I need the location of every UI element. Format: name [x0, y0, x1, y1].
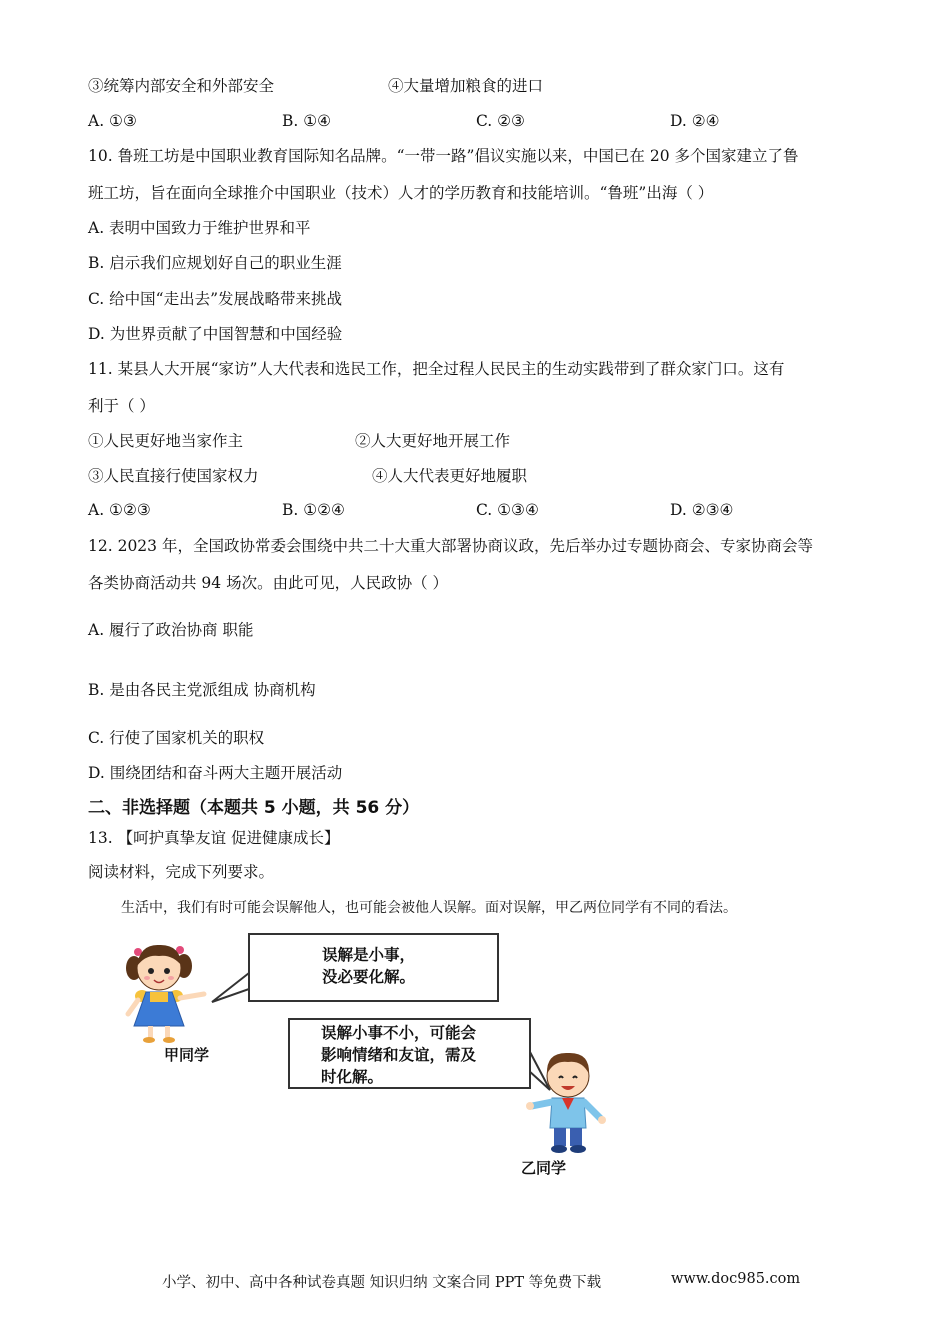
- option-c: C. ②③: [476, 112, 525, 130]
- q12-stem-line1: 12. 2023 年，全国政协常委会围绕中共二十大重大部署协商议政，先后举办过专题协商会、专家协商会等: [88, 537, 813, 555]
- boy-illustration: [524, 1048, 608, 1158]
- q11-statement-1: ①人民更好地当家作主: [88, 432, 244, 450]
- q11-statement-3: ③人民直接行使国家权力: [88, 467, 259, 485]
- q11-statement-2: ②人大更好地开展工作: [355, 432, 511, 450]
- q11-option-c: C. ①③④: [476, 501, 539, 519]
- statement-4: ④大量增加粮食的进口: [388, 77, 544, 95]
- option-a: A. ①③: [88, 112, 137, 130]
- q12-option-b: B. 是由各民主党派组成 协商机构: [88, 681, 316, 699]
- bubble-b-line3: 时化解。: [321, 1068, 384, 1086]
- q10-stem-line2: 班工坊，旨在面向全球推介中国职业（技术）人才的学历教育和技能培训。“鲁班”出海（ ）: [88, 184, 714, 202]
- bubble-a-line1: 误解是小事，: [322, 946, 416, 964]
- q10-option-c: C. 给中国“走出去”发展战略带来挑战: [88, 290, 343, 308]
- q12-option-d: D. 围绕团结和奋斗两大主题开展活动: [88, 764, 343, 782]
- q12-option-c: C. 行使了国家机关的职权: [88, 729, 265, 747]
- q11-option-d: D. ②③④: [670, 501, 734, 519]
- q11-option-b: B. ①②④: [282, 501, 345, 519]
- q11-statement-4: ④人大代表更好地履职: [372, 467, 528, 485]
- statement-3: ③统筹内部安全和外部安全: [88, 77, 275, 95]
- option-b: B. ①④: [282, 112, 332, 130]
- q13-title: 13. 【呵护真挚友谊 促进健康成长】: [88, 829, 340, 847]
- footer-url[interactable]: www.doc985.com: [671, 1271, 801, 1287]
- q12-option-a: A. 履行了政治协商 职能: [88, 621, 254, 639]
- q10-option-b: B. 启示我们应规划好自己的职业生涯: [88, 254, 342, 272]
- section-title: 二、非选择题（本题共 5 小题，共 56 分）: [88, 798, 420, 818]
- q12-stem-line2: 各类协商活动共 94 场次。由此可见，人民政协（ ）: [88, 574, 449, 592]
- q13-material-text: 生活中，我们有时可能会误解他人，也可能会被他人误解。面对误解，甲乙两位同学有不同的看法。: [121, 900, 737, 916]
- q10-option-a: A. 表明中国致力于维护世界和平: [88, 219, 311, 237]
- q13-instruction: 阅读材料，完成下列要求。: [88, 863, 275, 881]
- label-student-b: 乙同学: [521, 1159, 567, 1177]
- girl-illustration: [120, 938, 220, 1048]
- q10-stem-line1: 10. 鲁班工坊是中国职业教育国际知名品牌。“一带一路”倡议实施以来，中国已在 20 多个国家建立了鲁: [88, 147, 799, 165]
- q11-option-a: A. ①②③: [88, 501, 151, 519]
- bubble-b-line2: 影响情绪和友谊，需及: [321, 1046, 477, 1064]
- bubble-b-line1: 误解小事不小，可能会: [321, 1024, 477, 1042]
- label-student-a: 甲同学: [164, 1046, 210, 1064]
- q11-stem-line1: 11. 某县人大开展“家访”人大代表和选民工作，把全过程人民民主的生动实践带到了群众家门口。这有: [88, 360, 785, 378]
- q10-option-d: D. 为世界贡献了中国智慧和中国经验: [88, 325, 343, 343]
- q11-stem-line2: 利于（ ）: [88, 397, 155, 415]
- option-d: D. ②④: [670, 112, 720, 130]
- bubble-a-line2: 没必要化解。: [322, 968, 416, 986]
- footer-text: 小学、初中、高中各种试卷真题 知识归纳 文案合同 PPT 等免费下载: [162, 1275, 602, 1291]
